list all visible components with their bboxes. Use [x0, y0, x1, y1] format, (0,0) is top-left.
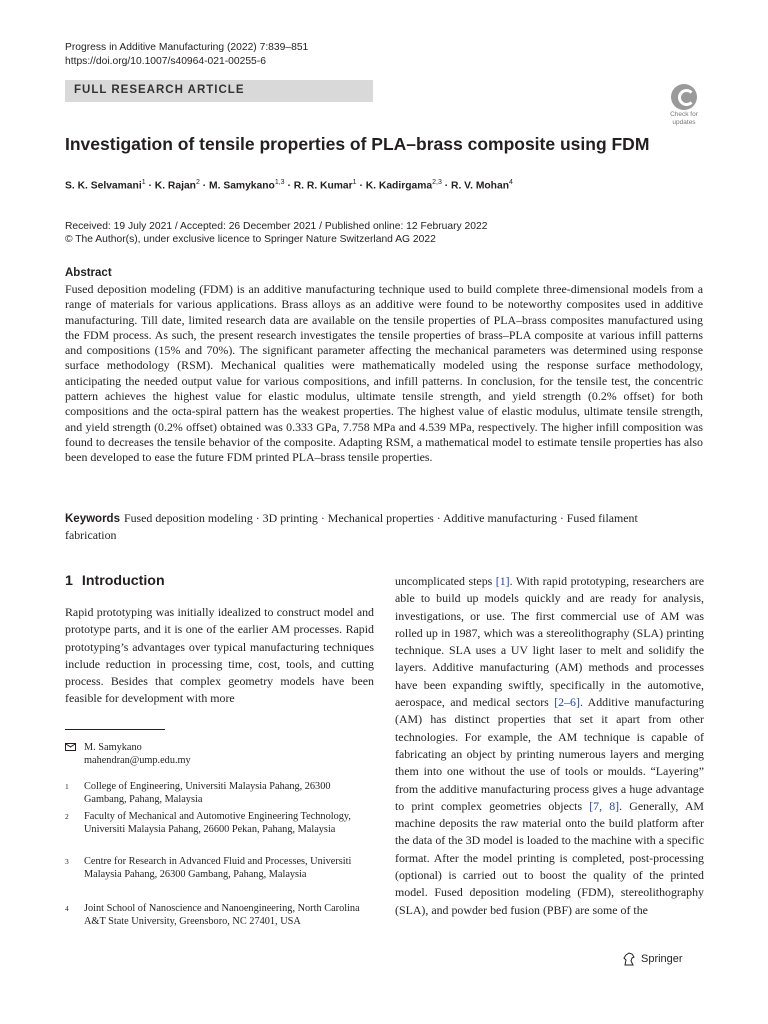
author-affiliation-marker: 4 [509, 179, 513, 186]
affiliation-text: Centre for Research in Advanced Fluid and Processes, Universiti Malaysia Pahang, 26300 Gambang, Pahang, Malaysia [84, 856, 352, 881]
author-name[interactable]: S. K. Selvamani [65, 180, 142, 192]
affiliation-number: 2 [65, 812, 69, 821]
author-affiliation-marker: 2 [195, 179, 200, 186]
author-affiliation-marker: 1 [352, 179, 357, 186]
keywords-block [65, 510, 685, 543]
article-type-banner [65, 80, 373, 102]
doi-link[interactable]: https://doi.org/10.1007/s40964-021-00255-6 [65, 56, 266, 67]
author-name[interactable]: K. Kadirgama [365, 180, 433, 192]
author-name[interactable]: M. Samykano [209, 180, 275, 192]
author-name[interactable]: R. V. Mohan [451, 180, 509, 192]
citation-link[interactable]: [7, 8] [589, 798, 620, 813]
citation-link[interactable]: [1] [495, 574, 510, 588]
publisher-logo [622, 952, 683, 966]
affiliation-footnote [65, 902, 365, 929]
section-title: Introduction [81, 573, 165, 589]
intro-text: uncomplicated steps [395, 574, 496, 588]
footnote-divider [65, 729, 165, 730]
publication-history: Received: 19 July 2021 / Accepted: 26 December 2021 / Published online: 12 February 2022 [65, 221, 488, 232]
intro-text: . Generally, AM machine deposits the raw material onto the build platform after the data of the 3D model is loaded to the machine with a specific format. After the model printing is completed, post-processing (optional) is carried out to boost the quality of the printed model. Fused deposition modeling (FDM), stereolithography (SLA), and powder bed fusion (PBF) are some of the [395, 798, 704, 917]
corresponding-author [65, 741, 365, 768]
section-heading-introduction [65, 573, 165, 589]
contact-name: M. Samykano [84, 742, 142, 753]
keywords-label: Keywords [65, 513, 120, 525]
affiliation-text: Faculty of Mechanical and Automotive Engineering Technology, Universiti Malaysia Pahang, 26600 Pekan, Pahang, Malaysia [84, 811, 351, 836]
springer-horse-icon [622, 952, 636, 966]
check-for-updates-badge[interactable] [664, 84, 704, 124]
citation-link[interactable]: [2–6] [554, 695, 580, 710]
affiliation-number: 1 [65, 782, 69, 791]
keywords-list: Fused deposition modeling · 3D printing · Mechanical properties · Additive manufacturing · Fused filament fabrication [65, 511, 638, 542]
section-number: 1 [65, 573, 73, 589]
article-title: Investigation of tensile properties of PLA–brass composite using FDM [65, 134, 650, 154]
article-type-label: FULL RESEARCH ARTICLE [74, 84, 245, 96]
author-affiliation-marker: 1 [141, 179, 146, 186]
publisher-name: Springer [641, 953, 683, 965]
envelope-icon [65, 743, 76, 751]
author-list: S. K. Selvamani$^1$ · K. Rajan$^2$ · M. Samykano$^{1,3}$ · R. R. Kumar$^1$ · K. Kadirgama$^{2,3}$ · R. V. Mohan$^4$ [65, 179, 513, 192]
abstract-text: Fused deposition modeling (FDM) is an additive manufacturing technique used to build complete three-dimensional models from a range of materials for various applications. Brass alloys as an additive were found to be noteworthy composites used in additive manufacturing. Till date, limited research data are available on the tensile properties of PLA–brass composites manufactured using the FDM process. As such, the present research investigates the tensile properties of brass–PLA composite at various infill patterns and compositions (15% and 70%). The significant parameter affecting the mechanical parameters was determined using response surface methodology (RSM). Mechanical qualities were mathematically modeled using the response surface methodology, anticipating the needed output value for various compositions, and infill patterns. In conclusion, for the tensile test, the concentric pattern achieves the highest value for elastic modulus, ultimate tensile strength, and yield strength (0.2% offset) for both compositions and the octa-spiral pattern has the weakest properties. The highest value of elastic modulus, ultimate tensile strength, and yield strength (0.2% offset) obtained was 0.333 GPa, 7.758 MPa and 4.539 MPa, respectively. The higher infill composition was found to decreases the tensile behavior of the composite. Adapting RSM, a mathematical model to estimate tensile properties has also been developed to ease the future FDM printed PLA–brass tensile properties. [65, 282, 703, 465]
affiliation-text: Joint School of Nanoscience and Nanoengineering, North Carolina A&T State University, Greensboro, NC 27401, USA [84, 903, 360, 928]
intro-right-column [395, 573, 704, 919]
intro-text: . Additive manufacturing (AM) has distinct properties that set it apart from other technologies. For example, the AM technique is capable of fabricating an object by printing numerous layers and merging them into one without the use of tools or moulds. “Layering” from the additive manufacturing process gives a huge advantage to print complex geometries objects [395, 695, 704, 813]
journal-citation: Progress in Additive Manufacturing (2022) 7:839–851 [65, 42, 309, 53]
intro-left-column: Rapid prototyping was initially idealized to construct model and prototype parts, and it is one of the earlier AM processes. Rapid prototyping’s advantages over typical manufacturing techniques include reduction in processing time, cost, tools, and cutting process. Besides that complex geometry models have been feasible for development with more [65, 605, 374, 706]
author-name[interactable]: K. Rajan [154, 180, 196, 192]
affiliation-footnote [65, 855, 365, 882]
affiliation-number: 4 [65, 904, 69, 913]
intro-text: . With rapid prototyping, researchers are able to build up models quickly and are ready for analysis, investigations, or use. The first commercial use of AM was rolled up in 1987, which was a stereolithography (SLA) printing technique. SLA uses a UV light laser to melt and solidify the layers. Additive manufacturing (AM) methods and processes have been expanding swiftly, specifically in the automotive, aerospace, and medical sectors [395, 574, 705, 710]
author-affiliation-marker: 1,3 [274, 179, 285, 186]
author-name[interactable]: R. R. Kumar [293, 180, 353, 192]
affiliation-text: College of Engineering, Universiti Malaysia Pahang, 26300 Gambang, Pahang, Malaysia [84, 781, 331, 806]
abstract-heading: Abstract [65, 267, 112, 279]
affiliation-number: 3 [65, 857, 69, 866]
author-affiliation-marker: 2,3 [432, 179, 442, 186]
affiliation-footnote [65, 780, 365, 807]
publication-dates [65, 220, 487, 246]
contact-email[interactable]: mahendran@ump.edu.my [84, 755, 191, 767]
affiliation-footnote [65, 810, 365, 837]
copyright-line: © The Author(s), under exclusive licence to Springer Nature Switzerland AG 2022 [65, 234, 436, 245]
badge-line1: Check for [670, 111, 698, 118]
badge-line2: updates [672, 119, 696, 126]
check-updates-icon [671, 84, 697, 110]
